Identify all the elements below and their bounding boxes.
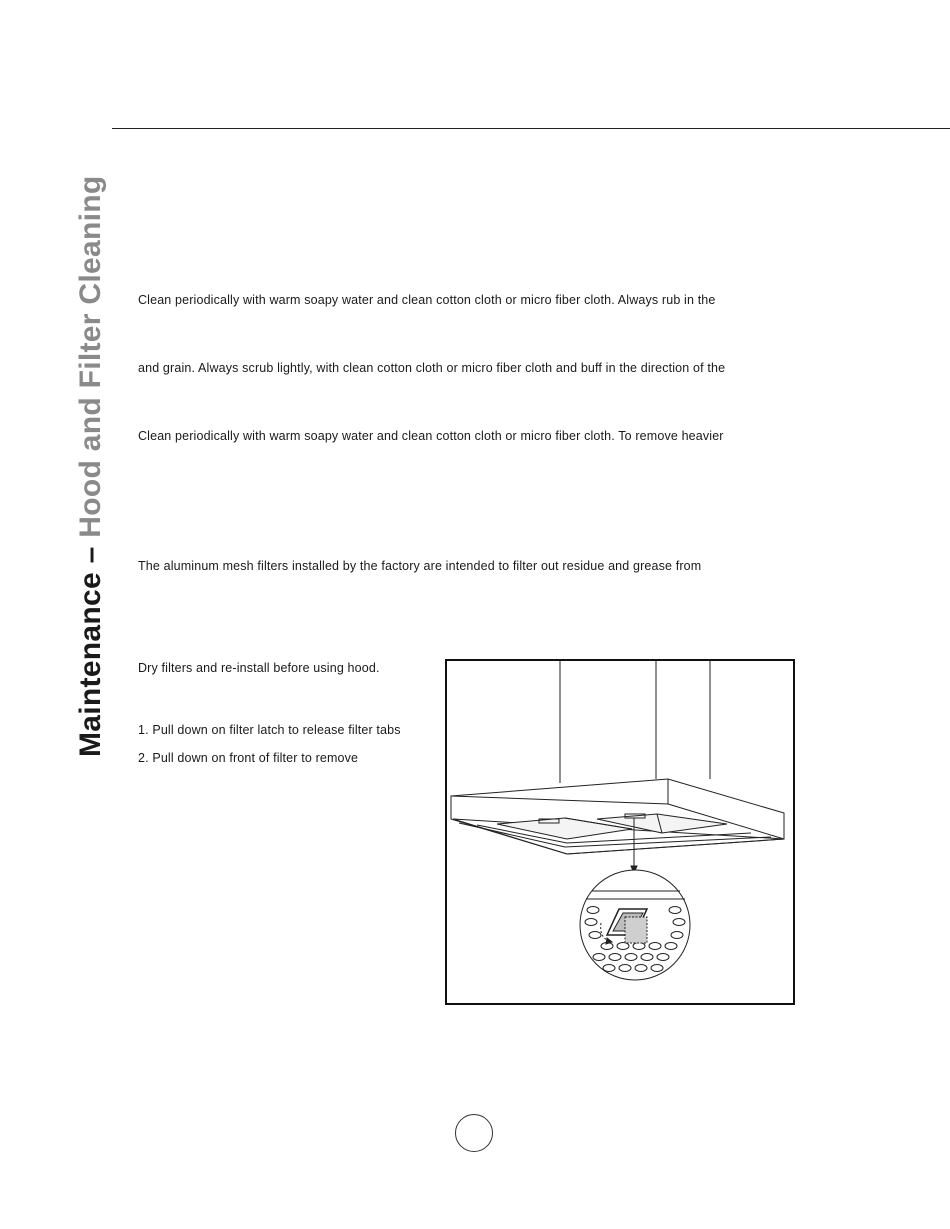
- header-rule: [112, 128, 950, 129]
- side-title-hood-filter: Hood and Filter Cleaning: [74, 175, 107, 538]
- paragraph-clean-heavier: Clean periodically with warm soapy water and clean cotton cloth or micro fiber cloth. To remove heavier: [138, 429, 724, 443]
- paragraph-grain: and grain. Always scrub lightly, with clean cotton cloth or micro fiber cloth and buff in the direction of the: [138, 361, 726, 375]
- section-side-title: [74, 176, 108, 758]
- paragraph-dry-filters: Dry filters and re-install before using hood.: [138, 661, 380, 675]
- step-1: 1. Pull down on filter latch to release filter tabs: [138, 723, 401, 737]
- side-title-maintenance: Maintenance –: [74, 537, 107, 757]
- page-number-circle: [455, 1114, 493, 1152]
- paragraph-aluminum-filters: The aluminum mesh filters installed by the factory are intended to filter out residue and grease from: [138, 559, 702, 573]
- range-hood-filter-diagram-icon: [445, 659, 795, 1005]
- paragraph-clean-hood: Clean periodically with warm soapy water and clean cotton cloth or micro fiber cloth. Always rub in the: [138, 293, 716, 307]
- step-2: 2. Pull down on front of filter to remove: [138, 751, 359, 765]
